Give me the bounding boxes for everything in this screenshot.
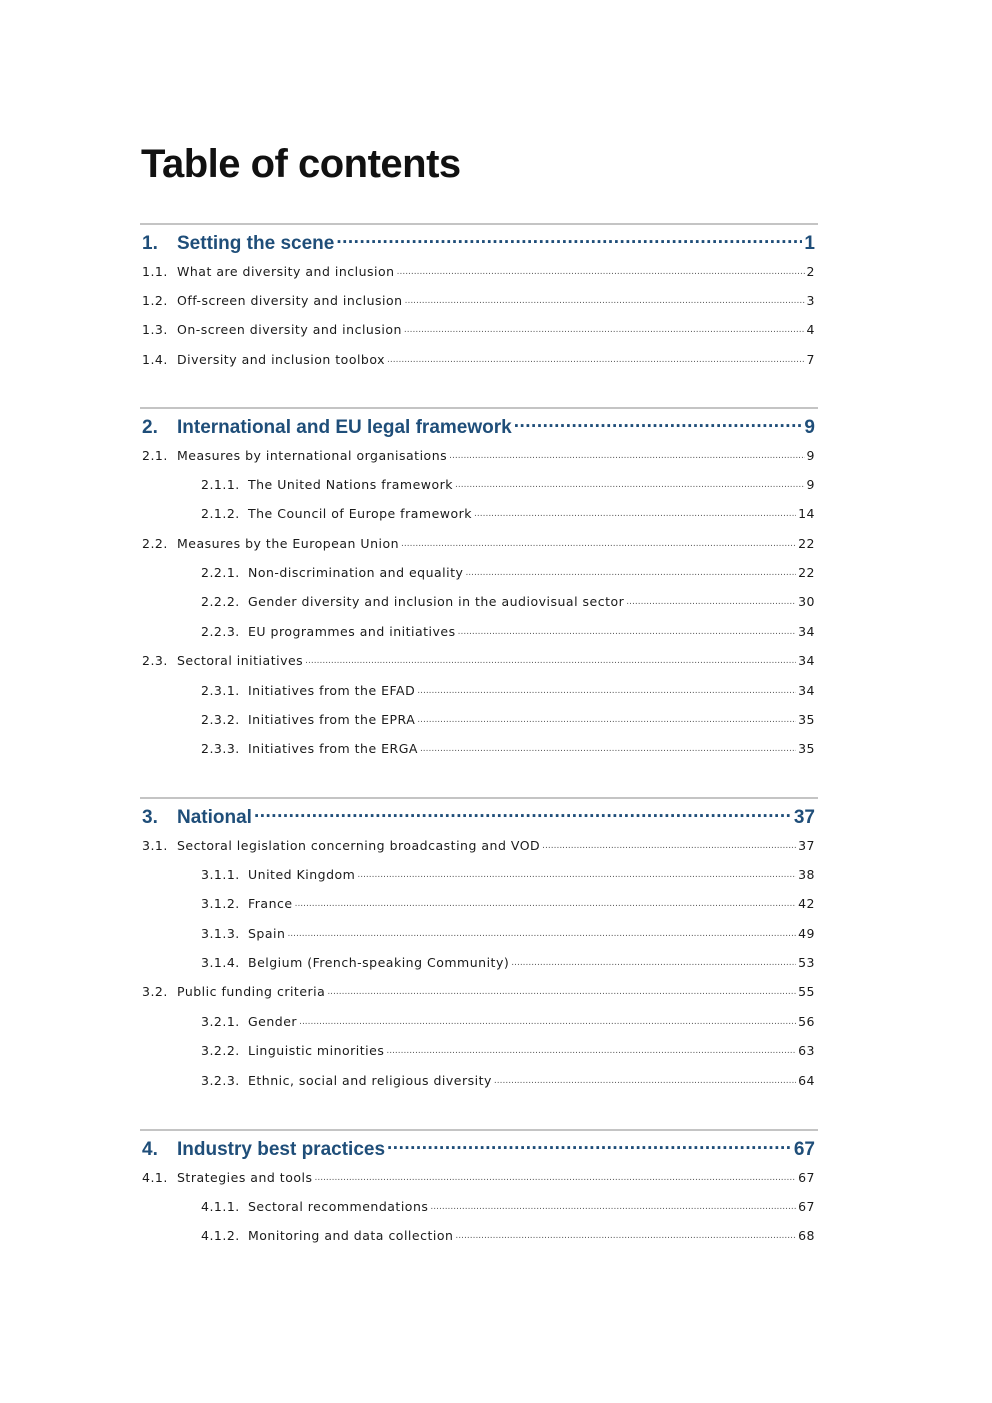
entry-number: 2.3.3.: [201, 741, 240, 757]
entry-number: 4.1.: [142, 1169, 168, 1185]
dot-leader: [305, 653, 796, 666]
toc-entry-3-2-1[interactable]: [140, 1013, 818, 1042]
toc-entry-4-1-1[interactable]: [140, 1198, 818, 1227]
dot-leader: [455, 476, 805, 489]
entry-page: 3: [806, 292, 815, 308]
dot-leader: [397, 263, 805, 276]
dot-leader: [314, 1169, 796, 1182]
entry-number: 3.2.2.: [201, 1043, 240, 1059]
entry-label: Off-screen diversity and inclusion: [177, 292, 403, 308]
entry-label: Gender: [248, 1013, 298, 1029]
entry-page: 67: [793, 1139, 815, 1160]
entry-label: Setting the scene: [177, 233, 335, 254]
toc-entry-3-1-4[interactable]: [140, 955, 818, 984]
entry-page: 49: [798, 925, 815, 941]
entry-page: 38: [798, 866, 815, 882]
entry-number: 3.2.: [142, 984, 168, 1000]
entry-label: Ethnic, social and religious diversity: [248, 1072, 492, 1088]
entry-number: 1.1.: [142, 263, 168, 279]
entry-label: The United Nations framework: [248, 476, 454, 492]
toc-entry-3-1-2[interactable]: [140, 896, 818, 925]
entry-number: 4.1.2.: [201, 1228, 240, 1244]
entry-label: Public funding criteria: [177, 984, 326, 1000]
dot-leader: [327, 984, 796, 997]
entry-number: 1.: [142, 233, 158, 254]
dot-leader: [299, 1013, 796, 1026]
entry-label: What are diversity and inclusion: [177, 263, 395, 279]
dot-leader: [430, 1198, 796, 1211]
entry-page: 67: [798, 1198, 815, 1214]
toc-entry-3-2-2[interactable]: [140, 1043, 818, 1072]
entry-label: Initiatives from the EPRA: [248, 712, 416, 728]
entry-label: Measures by the European Union: [177, 535, 400, 551]
dot-leader: [417, 682, 796, 695]
toc-entry-2-3-3[interactable]: [140, 741, 818, 770]
entry-page: 53: [798, 955, 815, 971]
entry-label: Sectoral legislation concerning broadcasting and VOD: [177, 837, 541, 853]
entry-label: Monitoring and data collection: [248, 1228, 454, 1244]
toc-entry-2-3[interactable]: [140, 653, 818, 682]
entry-label: Measures by international organisations: [177, 447, 448, 463]
entry-number: 3.2.3.: [201, 1072, 240, 1088]
entry-page: 22: [798, 535, 815, 551]
entry-label: Diversity and inclusion toolbox: [177, 351, 386, 367]
entry-page: 67: [798, 1169, 815, 1185]
entry-number: 2.3.2.: [201, 712, 240, 728]
entry-number: 1.3.: [142, 322, 168, 338]
entry-number: 3.2.1.: [201, 1013, 240, 1029]
entry-label: International and EU legal framework: [177, 417, 512, 438]
dot-leader: [449, 447, 804, 460]
entry-page: 34: [798, 653, 815, 669]
entry-page: 9: [806, 476, 815, 492]
entry-page: 56: [798, 1013, 815, 1029]
entry-page: 34: [798, 682, 815, 698]
toc-entry-2-2-1[interactable]: [140, 565, 818, 594]
entry-label: Non-discrimination and equality: [248, 565, 464, 581]
toc-entry-2-1-2[interactable]: [140, 506, 818, 535]
toc-section-4: [140, 1129, 818, 1257]
entry-number: 2.2.: [142, 535, 168, 551]
entry-page: 64: [798, 1072, 815, 1088]
dot-leader: [626, 594, 796, 607]
toc-entry-3-1[interactable]: [140, 837, 818, 866]
dot-leader: [511, 955, 796, 968]
entry-number: 2.2.2.: [201, 594, 240, 610]
entry-number: 2.1.2.: [201, 506, 240, 522]
dot-leader: [465, 565, 796, 578]
entry-page: 9: [806, 447, 815, 463]
entry-page: 30: [798, 594, 815, 610]
toc-entry-4-1[interactable]: [140, 1169, 818, 1198]
toc-entry-4-1-2[interactable]: [140, 1228, 818, 1257]
entry-number: 3.1.4.: [201, 955, 240, 971]
toc-entry-3[interactable]: [140, 804, 818, 837]
entry-label: Strategies and tools: [177, 1169, 313, 1185]
entry-number: 2.2.3.: [201, 623, 240, 639]
section-divider: [140, 797, 818, 799]
dot-leader: [357, 866, 796, 879]
entry-page: 22: [798, 565, 815, 581]
toc-entry-3-1-1[interactable]: [140, 866, 818, 895]
entry-page: 68: [798, 1228, 815, 1244]
entry-page: 37: [793, 807, 815, 828]
entry-number: 3.1.: [142, 837, 168, 853]
entry-number: 2.1.: [142, 447, 168, 463]
dot-leader: [401, 535, 796, 548]
entry-page: 9: [804, 417, 815, 438]
entry-number: 2.3.: [142, 653, 168, 669]
toc-entry-2-2[interactable]: [140, 535, 818, 564]
entry-label: Linguistic minorities: [248, 1043, 385, 1059]
entry-page: 63: [798, 1043, 815, 1059]
entry-label: Sectoral initiatives: [177, 653, 304, 669]
entry-page: 14: [798, 506, 815, 522]
toc-entry-4[interactable]: [140, 1136, 818, 1169]
entry-number: 4.1.1.: [201, 1198, 240, 1214]
toc-entry-2-3-1[interactable]: [140, 682, 818, 711]
toc-section-1: [140, 223, 818, 381]
entry-page: 37: [798, 837, 815, 853]
entry-label: National: [177, 807, 252, 828]
entry-page: 35: [798, 741, 815, 757]
toc-entry-3-2[interactable]: [140, 984, 818, 1013]
entry-page: 42: [798, 896, 815, 912]
entry-page: 55: [798, 984, 815, 1000]
entry-label: Belgium (French-speaking Community): [248, 955, 510, 971]
entry-label: The Council of Europe framework: [248, 506, 473, 522]
entry-label: Spain: [248, 925, 286, 941]
entry-label: Initiatives from the EFAD: [248, 682, 416, 698]
entry-label: Industry best practices: [177, 1139, 386, 1160]
entry-label: Gender diversity and inclusion in the audiovisual sector: [248, 594, 625, 610]
entry-label: Sectoral recommendations: [248, 1198, 429, 1214]
entry-page: 4: [806, 322, 815, 338]
toc-section-2: [140, 407, 818, 770]
toc-entry-2-3-2[interactable]: [140, 712, 818, 741]
section-divider: [140, 223, 818, 225]
dot-leader: [458, 623, 796, 636]
dot-leader: [542, 837, 796, 850]
dot-leader: [514, 414, 803, 433]
entry-number: 1.2.: [142, 292, 168, 308]
page-title: Table of contents: [141, 142, 461, 186]
entry-label: EU programmes and initiatives: [248, 623, 456, 639]
toc-entry-1-4[interactable]: [140, 351, 818, 380]
toc-entry-2-1[interactable]: [140, 447, 818, 476]
entry-label: United Kingdom: [248, 866, 356, 882]
entry-number: 2.3.1.: [201, 682, 240, 698]
entry-number: 2.2.1.: [201, 565, 240, 581]
entry-label: France: [248, 896, 293, 912]
entry-label: On-screen diversity and inclusion: [177, 322, 402, 338]
dot-leader: [405, 292, 805, 305]
dot-leader: [417, 712, 796, 725]
entry-page: 2: [806, 263, 815, 279]
dot-leader: [494, 1072, 796, 1085]
dot-leader: [404, 322, 805, 335]
entry-label: Initiatives from the ERGA: [248, 741, 418, 757]
dot-leader: [295, 896, 797, 909]
toc-entry-1-2[interactable]: [140, 292, 818, 321]
entry-page: 7: [806, 351, 815, 367]
entry-number: 3.1.1.: [201, 866, 240, 882]
dot-leader: [336, 230, 802, 249]
toc-entry-2[interactable]: [140, 414, 818, 447]
entry-number: 3.: [142, 807, 158, 828]
toc-entry-3-1-3[interactable]: [140, 925, 818, 954]
toc-entry-1-1[interactable]: [140, 263, 818, 292]
entry-number: 2.: [142, 417, 158, 438]
dot-leader: [420, 741, 796, 754]
toc-entry-2-2-2[interactable]: [140, 594, 818, 623]
dot-leader: [254, 804, 792, 823]
toc-entry-3-2-3[interactable]: [140, 1072, 818, 1101]
dot-leader: [287, 925, 796, 938]
dot-leader: [386, 1043, 796, 1056]
dot-leader: [455, 1228, 796, 1241]
toc-entry-2-1-1[interactable]: [140, 476, 818, 505]
entry-number: 3.1.2.: [201, 896, 240, 912]
entry-page: 1: [804, 233, 815, 254]
toc-entry-1-3[interactable]: [140, 322, 818, 351]
toc-entry-1[interactable]: [140, 230, 818, 263]
dot-leader: [387, 351, 805, 364]
section-divider: [140, 1129, 818, 1131]
entry-page: 34: [798, 623, 815, 639]
toc-section-3: [140, 797, 818, 1102]
entry-number: 4.: [142, 1139, 158, 1160]
entry-number: 2.1.1.: [201, 476, 240, 492]
entry-number: 1.4.: [142, 351, 168, 367]
entry-number: 3.1.3.: [201, 925, 240, 941]
dot-leader: [474, 506, 796, 519]
toc-entry-2-2-3[interactable]: [140, 623, 818, 652]
dot-leader: [387, 1136, 792, 1155]
section-divider: [140, 407, 818, 409]
entry-page: 35: [798, 712, 815, 728]
